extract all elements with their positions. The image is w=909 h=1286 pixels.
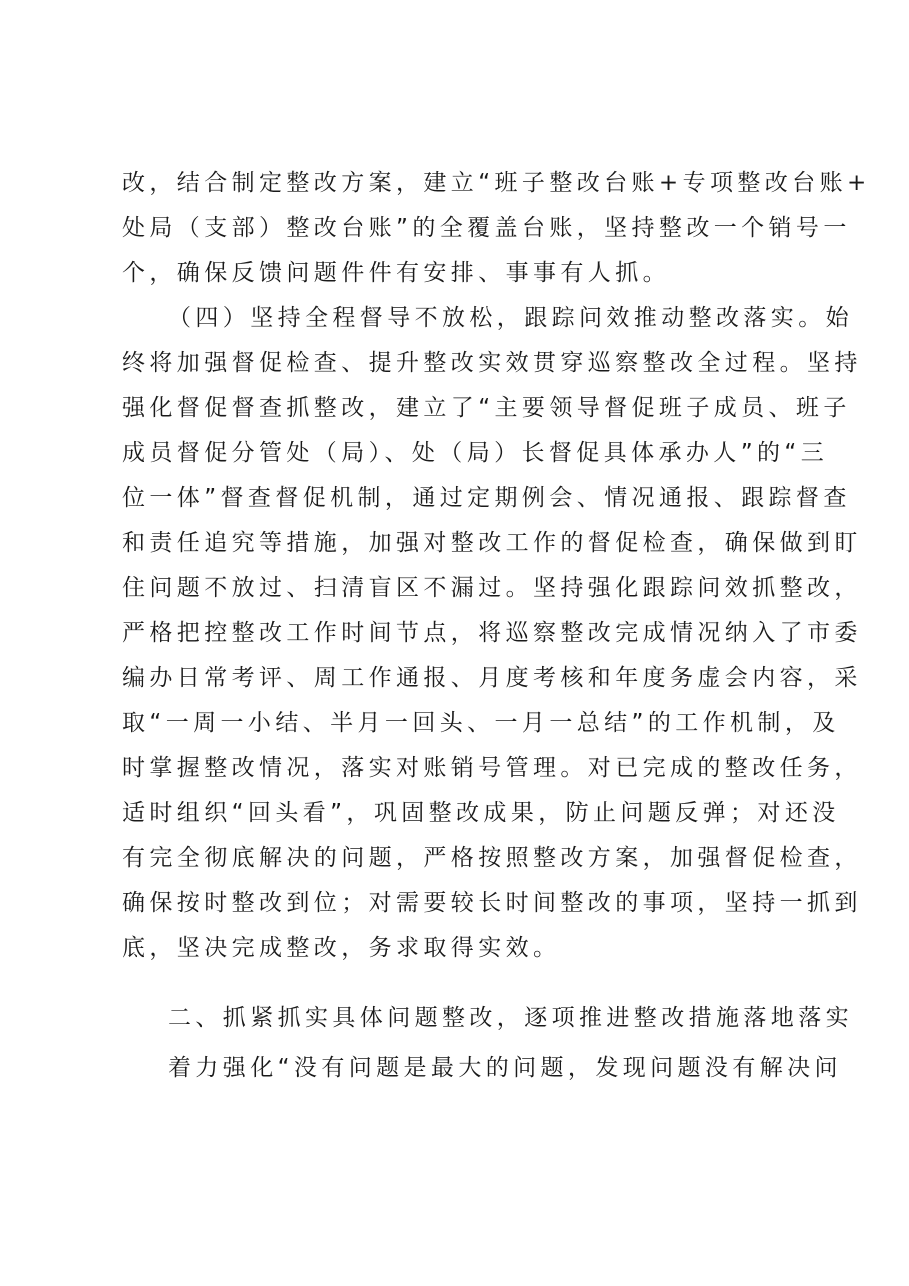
text-line: 成员督促分管处（局）、处（局）长督促具体承办人”的“三 [122, 440, 829, 466]
section-heading-two: 二、抓紧抓实具体问题整改，逐项推进整改措施落地落实 [168, 1005, 853, 1031]
text-line: 住问题不放过、扫清盲区不漏过。坚持强化跟踪问效抓整改， [122, 575, 862, 601]
text-line: 严格把控整改工作时间节点，将巡察整改完成情况纳入了市委 [122, 620, 862, 646]
text-line: 位一体”督查督促机制，通过定期例会、情况通报、跟踪督查 [122, 485, 851, 511]
text-line: 处局（支部）整改台账”的全覆盖台账，坚持整改一个销号一 [122, 215, 851, 241]
text-line: 个，确保反馈问题件件有安排、事事有人抓。 [122, 260, 670, 286]
text-line: 底，坚决完成整改，务求取得实效。 [122, 935, 561, 961]
section-heading-four: （四）坚持全程督导不放松，跟踪问效推动整改落实。始 [168, 305, 853, 331]
text-line: 时掌握整改情况，落实对账销号管理。对已完成的整改任务， [122, 755, 862, 781]
text-line: 强化督促督查抓整改，建立了“主要领导督促班子成员、班子 [122, 395, 851, 421]
text-line: 适时组织“回头看”，巩固整改成果，防止问题反弹；对还没 [122, 800, 840, 826]
text-line: 改，结合制定整改方案，建立“班子整改台账+专项整改台账+ [122, 170, 871, 196]
text-line: 确保按时整改到位；对需要较长时间整改的事项，坚持一抓到 [122, 890, 862, 916]
text-line: 终将加强督促检查、提升整改实效贯穿巡察整改全过程。坚持 [122, 350, 862, 376]
text-line: 着力强化“没有问题是最大的问题，发现问题没有解决问 [168, 1055, 842, 1081]
text-line: 取“一周一小结、半月一回头、一月一总结”的工作机制，及 [122, 710, 840, 736]
text-line: 有完全彻底解决的问题，严格按照整改方案，加强督促检查， [122, 845, 862, 871]
text-line: 和责任追究等措施，加强对整改工作的督促检查，确保做到盯 [122, 530, 862, 556]
text-line: 编办日常考评、周工作通报、月度考核和年度务虚会内容，采 [122, 665, 862, 691]
